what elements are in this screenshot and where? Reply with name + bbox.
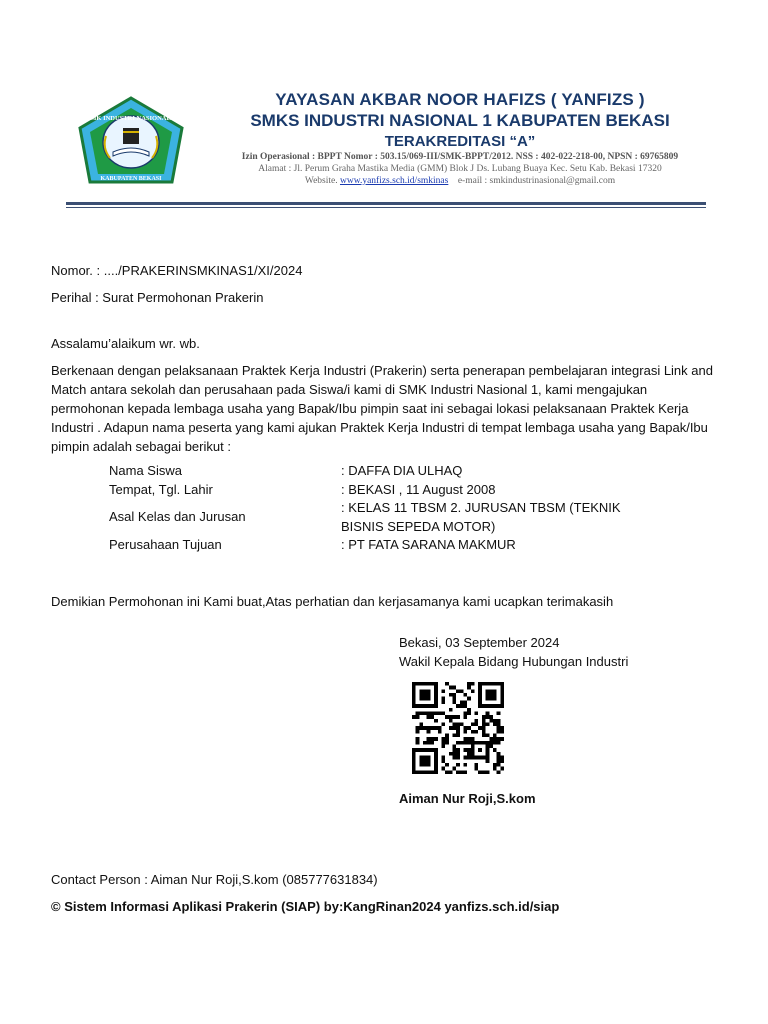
contact-person: Contact Person : Aiman Nur Roji,S.kom (085777631834): [51, 872, 378, 887]
letterhead-divider: [66, 202, 706, 205]
signer-name: Aiman Nur Roji,S.kom: [399, 791, 536, 806]
detail-label-birth: Tempat, Tgl. Lahir: [109, 482, 213, 497]
detail-label-company: Perusahaan Tujuan: [109, 537, 222, 552]
accreditation: TERAKREDITASI “A”: [384, 133, 536, 150]
org-name: YAYASAN AKBAR NOOR HAFIZS ( YANFIZS ): [275, 90, 645, 109]
letter-subject: Perihal : Surat Permohonan Prakerin: [51, 290, 264, 305]
logo-text-top: SMK INDUSTRI NASIONAL 1: [86, 115, 176, 122]
detail-value-class: : KELAS 11 TBSM 2. JURUSAN TBSM (TEKNIK BISNIS SEPEDA MOTOR): [341, 500, 621, 534]
school-logo: [76, 96, 186, 186]
detail-value-birth: : BEKASI , 11 August 2008: [341, 482, 496, 497]
detail-value-company: : PT FATA SARANA MAKMUR: [341, 537, 516, 552]
detail-label-class: Asal Kelas dan Jurusan: [109, 509, 246, 524]
email-text: e-mail : smkindustrinasional@gmail.com: [457, 176, 616, 186]
school-name: SMKS INDUSTRI NASIONAL 1 KABUPATEN BEKASI: [250, 111, 670, 130]
detail-value-name: : DAFFA DIA ULHAQ: [341, 463, 463, 478]
website-line: [190, 176, 730, 186]
signer-title: Wakil Kepala Bidang Hubungan Industri: [399, 654, 629, 669]
letterhead-divider-thin: [66, 207, 706, 208]
website-label: Website.: [304, 176, 338, 186]
closing-sentence: Demikian Permohonan ini Kami buat,Atas perhatian dan kerjasamanya kami ucapkan terimakasih: [51, 594, 614, 609]
detail-label-name: Nama Siswa: [109, 463, 182, 478]
qr-code-signature: [412, 682, 504, 774]
address-line: Alamat : Jl. Perum Graha Mastika Media (GMM) Blok J Ds. Lubang Buaya Kec. Setu Kab. Bekasi 17320: [258, 164, 662, 174]
website-link[interactable]: www.yanfizs.sch.id/smkinas: [339, 176, 449, 186]
license-line: Izin Operasional : BPPT Nomor : 503.15/069-III/SMK-BPPT/2012. NSS : 402-022-218-00, NPSN : 69765809: [241, 152, 679, 162]
letter-number: Nomor. : ..../PRAKERINSMKINAS1/XI/2024: [51, 263, 303, 278]
footer-credit: © Sistem Informasi Aplikasi Prakerin (SIAP) by:KangRinan2024 yanfizs.sch.id/siap: [51, 899, 560, 914]
place-date: Bekasi, 03 September 2024: [399, 635, 560, 650]
logo-text-bottom: KABUPATEN BEKASI: [100, 176, 162, 182]
body-paragraph: Berkenaan dengan pelaksanaan Praktek Kerja Industri (Prakerin) serta penerapan pembelajaran integrasi Link and Match antara sekolah dan perusahaan pada Siswa/i kami di SMK Industri Nasional 1, kami mengajukan permohonan kepada lembaga usaha yang Bapak/Ibu pimpin saat ini sebagai lokasi pelaksanaan Praktek Kerja Industri . Adapun nama peserta yang kami ajukan Praktek Kerja Industri di tempat lembaga usaha yang Bapak/Ibu pimpin adalah sebagai berikut :: [51, 363, 713, 454]
greeting: Assalamu’alaikum wr. wb.: [51, 336, 200, 351]
